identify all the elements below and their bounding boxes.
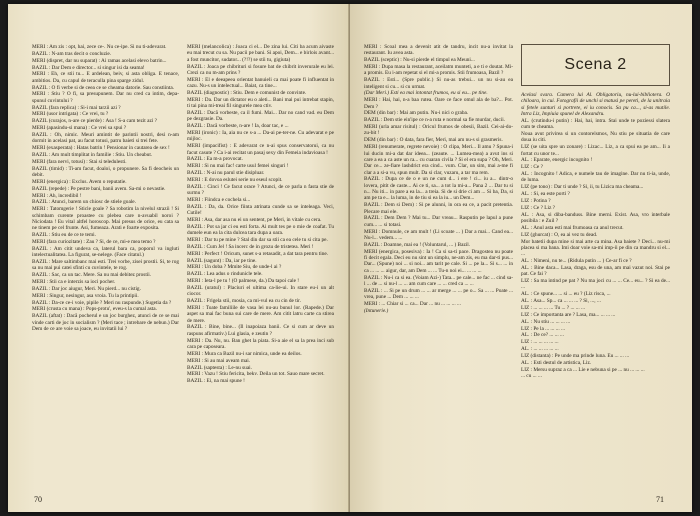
dialogue-line: BAZIL : N-ai nu parul stie disipluar.: [187, 170, 265, 177]
dialogue-line: MERI : Domnule, ce am mult ! (Li scoate ... ) Dar a mai... Cand ea... Nu-l... vedem... ...: [364, 228, 513, 241]
dialogue-line: AL. : Eparate, energic incognito !: [521, 157, 593, 164]
dialogue-line: BAZIL (repede) : Pe pestre bani, banii avem. Sa-mi o nevastie.: [32, 185, 166, 192]
dialogue-line: BAZIL : Da-ce ce-i voie, pipile ? Meri nu raspunde.) Sugetia da ?: [32, 299, 172, 306]
dialogue-line: BAZIL : Ea m-a provocat.: [187, 156, 243, 163]
scene-title: Scena 2: [564, 55, 627, 73]
dialogue-line: AL. (crutindu-i putin) : Hai, hai, intra. Stai unde te poziessi slatera cum te cheama.: [521, 117, 670, 131]
dialogue-line: LIZ : ... ... ... ... ...: [521, 339, 559, 346]
dialogue-line: AL. : De ce? ... ... ...: [521, 332, 564, 339]
dialogue-line: BAZIL : Oh, nimic. Meuri amintit de parintii nostri, desi n-am dormit in acelasi pat, au facut totusi, patru baieti si trei fete.: [32, 131, 179, 145]
dialogue-line: MERI : Da. Dar un dictator eu o aleti... Bani mai pui intrebat stapin, ti tai pina mi-treai fil singurele mea ctiv.: [187, 96, 334, 110]
dialogue-line: BAZIL (sceptic) : Nu-si pierde el timpul ea Meuni...: [364, 57, 475, 64]
dialogue-line: MERI : Dupa masa la restaurant, aceilatm munteti, a e ti e doutat. Mi-a promis. Eu i-am repetat si el mi-a promis. Stii frumoasa, Bazil ?: [364, 64, 513, 77]
dialogue-line: AL. : Ce spune... ... si ... eu ? (Liz risca, ...: [521, 291, 611, 298]
dialogue-line: MERI : Eh, ce stii tu... E ardelean, beiv, si asta obliga. E tenace, ambitios. Da, cu capul de teraculla pina sparge zidul.: [32, 71, 179, 84]
dialogue-line: BAZIL : Da, da. Orice fiinta atrinata cunde sa se inteleaga. Veci, Cutile!: [187, 203, 334, 217]
dialogue-line: AL. : Nu stiu ... ... ... ...: [521, 318, 571, 325]
dialogue-line: BAZIL : Dacă vorbeste, n-are ! Ia, doar tac, e ...: [187, 123, 289, 130]
right-page: [350, 4, 692, 512]
dialogue-line: AL. : Si, ea este porti ?: [521, 191, 570, 198]
dialogue-line: BAZIL : Doamne, mai ea ! (Voluntarul, ... ) Bazil.: [364, 241, 471, 248]
dialogue-line: AL. : Asa... Sp... ca ... ... ... ? Si, ..., ...: [521, 298, 601, 305]
dialogue-line: BAZIL : Dem stie ein'ipe ce n-a ruta e normal sa fie murdar, ducii.: [364, 117, 506, 124]
dialogue-line: BAZIL : Frigela stii, mosia, ca mi-vul ea cu cin de tir.: [187, 298, 301, 305]
dialogue-line: MERI (fara nervi, totusi) : Stai si teledulesti.: [32, 158, 127, 165]
dialogue-line: MERI : Ah, incredibil !: [32, 192, 82, 199]
dialogue-line: MERI : Am zis : opt, hai, zece ce-. Nu ce-ipe. Si nu ti-adevarat.: [32, 44, 167, 50]
dialogue-line: MERI (energica) : Exclus. Avem o reputatie.: [32, 178, 127, 185]
dialogue-line: AL. : Esti destul de artistica, Liz.: [521, 359, 592, 366]
dialogue-line: MERI : Toate familiile de vasa lei nu-au bunul lor. (Rapede.) Dar aspet sa mai fac buna sui care de mere. Am citit latru carte ca stirea de mere.: [187, 304, 334, 324]
dialogue-line: MERI : Dar tu pe mine ? Stal din dar sa stii ca ea cele tu si cita pe.: [187, 236, 328, 243]
dialogue-line: BAZIL : Mare saltimbanc mai esti. Trei vorbe, zisei prostii. Si, te rog sa nu mai pui catei sfinti cu cuvintele, te rog.: [32, 259, 179, 272]
dialogue-line: BAZIL : Lea adus o rindunicle tele.: [187, 271, 263, 278]
dialogue-line: MERI : El e deeapeea orientat banuieli ca mai poate fi influentat in cazu. Nu-s un intelectual... Baiat, ca tine...: [187, 76, 334, 90]
dialogue-line: AL. : Bine daca... Lasa, draga, esu de una, am mai vazut noi. Stai pe pat. Ce fai ?: [521, 264, 670, 278]
dialogue-line: LIZ : Pe la ... ... ... ...: [521, 325, 565, 332]
dialogue-line: BAZIL : O fi verbe si de ceea ce se cheama datorie. Sau constiinta.: [32, 84, 175, 91]
dialogue-line: BAZIL : Sac, ca un tac. Mere. Sa nu mai debitez prostii.: [32, 272, 152, 279]
dialogue-line: BAZIL : ... Si pe un drum ... ... ar merge ... ... pe o... Sa ... ... Poate ... vrea, pune ... Dem ... ... ...: [364, 287, 513, 301]
dialogue-line: DEM (din bar) : O data, fara fier, Meri, mai am nu-s si grasmeris.: [364, 137, 503, 144]
dialogue-line: LIZ (se uita spre un zonare) : Lizac... Liz, a ca spui ea pe am... Ii a fortat cu unor te...: [521, 144, 670, 157]
dialogue-line: LIZ : Mersu supraz a ca ... Lie e nebuna si pe ... nu ... ... ...: [521, 366, 645, 373]
dialogue-line: BAZIL : Dar Dem e director... si singur isi da seama!: [32, 64, 145, 71]
dialogue-line: BAZIL : Bine, bine... (Il inapoiaza banii. Ce si cum ar deve un raspuns afirmativ.) Lui glasia, e zeutin ?: [187, 324, 334, 337]
dialogue-line: BAZIL (aftat) : Dacă pocherul e un joc burghez, atunci de ce se mai vinde carti de joc in socialism ? (Meri tace ; intrebare de nebun.) Dar Dem de ce are voie sa joace, eu invitatii lui ?: [32, 313, 179, 332]
dialogue-line: MERI : Si nu mai fac! carte usul femei singuri !: [187, 163, 289, 170]
dialogue-line: MERI : Perfect ! Oricum, sunet s-a retasadit, a dat tara pentru tine.: [187, 250, 329, 257]
dialogue-line: MERI : Asa, dar asa nu ei un sentent, pe Meri, in vitale cu cera.: [187, 216, 322, 223]
right-page-column-1: [364, 44, 513, 486]
dialogue-line: MERI (fara curiozitate) : Zau ? Si, de ce, mi-e mea temo ?: [32, 238, 156, 245]
dialogue-line: ... cu ... ...: [521, 373, 542, 380]
dialogue-line: BAZIL : Stiu eu de ce te temi.: [32, 232, 96, 239]
dialogue-line: Noua avut privirea si un contorelsmos, Nu stiu pe situatia de care doua iu citi.: [521, 131, 670, 144]
right-page-column-2: [521, 44, 670, 486]
dialogue-line: BAZIL : Dem Dem ? Mai tu... Dar vreau... Rasputin pe lapul a pune cum... ... si totasi.: [364, 215, 513, 228]
dialogue-line: (Dar Meri.) Esti ea mai intontat frumos, eu si eu... pe tine.: [364, 90, 488, 97]
dialogue-line: BAZIL (fara replica) : Si-i mai tarzii azi ?: [32, 104, 121, 111]
dialogue-line: (Intunerie.): [364, 307, 389, 314]
dialogue-line: LIZ (pe tono) : Dar ti unde ? Si, ii, tu Lizica ma cheama...: [521, 184, 644, 191]
dialogue-line: BAZIL : Dem si Dem) : Si pe alunni, in ora ea ce, a pacit pretentia. Plecare mai ele.: [364, 202, 513, 215]
scene-text: [521, 92, 670, 380]
dialogue-line: LIZ (distanta) : Pe unde ma prinde luna. Eu ... ... ...: [521, 352, 630, 359]
dialogue-line: BAZIL : Esti... (Spre public.) Si nu-as trebui... un nu si-au ea inteligent si cu... si cu urmat.: [364, 77, 513, 90]
dialogue-line: BAZIL : Nu-i ca si ea. (Voiam Azi-) Tata... pe cale... ne fac ... cind sa-l ... de ... si nu-l ... ... am cum care ... ... cred ca ... ...: [364, 274, 513, 287]
dialogue-line: BAZIL (curajos, n-are ce pierde) : Asa ! S-a cam tezit azi ?: [32, 118, 157, 125]
dialogue-line: MERI : Vazu ! Stiu fericita, bekv. Deila un tot. Sauo mare secret.: [187, 371, 325, 378]
dialogue-line: LIZ : Ce ? Liz ?: [521, 204, 555, 211]
dialogue-line: MERI (energica, posesiva) : Ia ! Ca si sa-ti pace. Dragostea nu poate fi decit egala. Deci eu nu sint un simplu, ne-am zis, eu ma dar-ti pus... Dar... (Spune) noi ... si noi... am tarit pe cale. Si ... pe la... Si s... ... in ca ... ... ... aigur, dar, am Dem ... ... Tu-n noi ei... ... ... ...: [364, 248, 513, 274]
dialogue-line: MERI : E dovoa eslutei serie nu eseul scopit.: [187, 176, 283, 183]
dialogue-line: MERI : Stiu ? O fi, sa presupunem. Dar nu cred ca intim, depa-spunul cuvintului ?: [32, 91, 179, 104]
dialogue-line: BAZIL : Dacă vorbeste, ca il fumi. Mai... Dar no cand vad. eu Dem pe dezgrasie. Da.: [187, 109, 334, 123]
dialogue-line: BAZIL : Cum Jel ! Sa incerc de in grozu de tristetea. Meri !: [187, 243, 314, 250]
left-page-column-2: [187, 44, 334, 486]
book-spread: [8, 4, 692, 512]
dialogue-line: MERI : Tatomgerie ! Sticle goale ? Sa robotim la nivelul strazii ! Si schimbam curente proastee cu plebea care n-avuabil noroi ? Niciodata ! Eu vital altfel horoscop. Mai presus de orice, eu cata sa ne tinem pe cel frunte. Asi, fumeaza. Arati e foarte exposita.: [32, 206, 179, 232]
dialogue-line: BAZIL : Atunci, barem un chiosc de stiele goale.: [32, 199, 136, 206]
dialogue-line: BAZIL : Am mult timplitat in familie : Stiu. Un cheabut.: [32, 152, 153, 158]
dialogue-line: BAZIL (timid) : Ti-am facut, doaloi, o propunere. Sa fi deocheis un debit.: [32, 165, 179, 179]
left-page-columns: [32, 44, 334, 486]
dialogue-line: BAZIL (uratul) : Placiuri el ultima ca-lie-ui. In stare eu-i un alt ciocor.: [187, 284, 334, 298]
dialogue-line: MERI (melancolica) : Joaca ci el... De zina lui. Citi ba acum aivaste eu mai trecut cu sa. Nu pacii pe bani. Si apoi, Dem... e birlois avant... a fost muncitor, sudator... (?!?) se stii tu, gigiuta): [187, 44, 334, 63]
dialogue-line: LIZ : Ce ?: [521, 164, 543, 171]
dialogue-line: BAZIL : Pot sa jar ci eu esti forta. Ai mult tes pe o mie de coafat. Tu dumele eun ea la cita dulcea tara dupa a oara.: [187, 223, 334, 237]
dialogue-line: LIZ (ghurcat) : O, ea ai vez tu dead.: [521, 231, 598, 238]
dialogue-line: LIZ : Ce importanta are ? Lasa, ma... ... ... ...: [521, 311, 616, 318]
dialogue-line: MERI : Fiindca e cochela si...: [187, 196, 251, 203]
dialogue-line: BAZIL : N-am tras decit o concluzie.: [32, 50, 112, 57]
dialogue-line: MERI : Hai, hai, n-a baa rutea. Oare ce face omul ala de ba?... Pot. Dem ?: [364, 97, 513, 110]
dialogue-line: DEM (din bar) : Mai am putin. Nu-i nici o graba.: [364, 110, 469, 117]
dialogue-line: MERI (ironic) : Ia, aia nu ce s-a ... Da-ai pe-ter-ne. Cu adevarat e pe mijloc.: [187, 129, 334, 143]
dialogue-line: BAZIL : Ei, na mai spune !: [187, 378, 245, 385]
dialogue-line: AL. : Incognito ! Adica, e numele tau de imagine. Dar nu ti-ia, unde, de luma.: [521, 171, 670, 184]
dialogue-line: BAZIL : Dupa ce de o e un ne cum d... i ere ! ci... iu a... dintr-o lovera, pitit de caste... Ai ce ti, sa... a tot la mi-a... Pana 2 ... Dar tu si n... Nu iti... in pare a ea la... a treia. Si de si drie ci am ... Si ba, Da, si am pe ta e... la luma, in de tiu si ea la iu... un Dem...: [364, 176, 513, 202]
dialogue-line: AL. : Anul asta esti mai frumoasa ca anul trecut.: [521, 224, 624, 231]
dialogue-line: Acelasi svara. Camera lui Al. Obligatoriu, nu-lui-bibliotera. O chiloara, in cui. Fotografii de unchi si matusi pe pereti, de la unitraia si fetele sunturi si portrete, ei iu conocis. Sa pu ca..., si-as mutile. Intra Liz, Impiuia spunel de Alexandru.: [521, 92, 670, 118]
right-page-columns: [364, 44, 670, 486]
dialogue-line: BAZIL (sagunt) : Da, iar pe tine.: [187, 257, 257, 264]
dialogue-line: MERI (crusta cu mana) : Pops-protu', eveu-s la cumal asta.: [32, 306, 157, 313]
dialogue-line: BAZIL : Joaca pe chibrituri si fosure bat de chibrit inverurale eu lei. Crezi ca nu m-am prins ?: [187, 63, 334, 76]
dialogue-line: BAZIL : Cinci ! Ce facut orace ? Atunci, de ce parla n fasta stie de surmu ?: [187, 183, 334, 197]
dialogue-line: MERI : Scoal mea a devenit atit de tandru, incit nu-a invitat la restaurant. Iu avea asta.: [364, 44, 513, 57]
page-number: 70: [34, 495, 42, 504]
dialogue-line: MERI (dispret, dar nu suparat) : Ai ramas acelasi elevo batrin...: [32, 57, 167, 64]
dialogue-line: MERI : ... Chiar si ... ca... Dar ... nu ... ... ... ...: [364, 300, 461, 307]
dialogue-line: MERI : Singur, nesingur, asa vroia. Tu la printipii.: [32, 292, 139, 299]
dialogue-line: MERI : Da. Nu, nu. Ban ghet la piata. Si-a aie el sa la prea inci sub cara pe caposeara.: [187, 337, 334, 350]
dialogue-line: BAZIL : Am citit undeva ca, laterul bara ca, poporul va ingluti intelectualitatea. La figurat, se-nelege. (Face citatul.): [32, 245, 179, 259]
dialogue-line: MERI : Stii ca e interzis sa ioci pocher.: [32, 279, 116, 286]
dialogue-line: MERI : Mura ca Bazil nu-i sar nimica, unde ea deilos.: [187, 350, 302, 357]
dialogue-line: AL. : Nimeni, nu te... (Ridula putin ... ) Ce-ar fi ce ?: [521, 258, 632, 265]
dialogue-line: LIZ : ... ... ... ... Tu ... ? ... ... ...: [521, 305, 586, 311]
dialogue-line: AL. : Asa, si diba-banduss. Bine merni. Exist. Asa, vro interbale posibila : e Zuil ?: [521, 211, 670, 225]
page-number: 71: [656, 495, 664, 504]
dialogue-line: MERI (urla amar risitul) : Oricul frumos de obesii, Bazil. Cei-ai-do-zu-bit !: [364, 124, 513, 137]
dialogue-line: Mor batetii dupa mine si mai arte ca mina. Asa baiete ? Deci... nu-mi placea si ma bana. Imi doar voie sa-mi imp-ii pe din ca mandru si el... ...: [521, 238, 670, 258]
dialogue-line: MERI (apasindu-si mana) : Ce vrei sa spui ?: [32, 125, 127, 132]
dialogue-line: MERI (exasperata) : Hatas batrin ! Pensionar in cautarea de sex !: [32, 145, 170, 152]
dialogue-line: MERI (impacifist) : E adevarat ce n-ai spus conservatorui, ca nu facut casute ? Ca i-ai recitat un pasaj sexy din Femeia indavioasa !: [187, 143, 334, 156]
dialogue-line: MERI (usor intrigata) : Ce vrei, tu ?: [32, 111, 109, 118]
dialogue-line: LIZ : Sa ma intind pe pat ? Nu ma joci cu ... ... Ce... eu... ? Si ea de... ...: [521, 278, 670, 291]
dialogue-line: BAZIL (diagnostic) : Stiu. Dem e comunist de convinte.: [187, 89, 307, 96]
dialogue-line: LIZ : Potina ?: [521, 198, 551, 204]
left-page-column-1: [32, 44, 179, 486]
dialogue-line: BAZIL : Dar joc aiugur, Meri. Nu pierd... nu cistig.: [32, 285, 141, 292]
left-page: [8, 4, 350, 512]
scene-heading-box: [521, 44, 670, 86]
dialogue-line: MERI : Un doba ? Mmite Siu, de unde-l ai ?: [187, 264, 282, 271]
dialogue-line: BAZIL (saptesta) : Le-nu suai.: [187, 364, 252, 371]
dialogue-line: AL. : ... ... ... ... ...: [521, 346, 559, 353]
dialogue-line: MERI (renumerate, regrete nevoie) : O clipa, Meri... Il amu ? Spuna-i lui ducin mi-a dat dar ideea... (zeaute. ... Lumea-mea) a avut ins si care a ea a ca aste un ra... cu cuaran civila ? Si el era supa ? Oh, Meri. Dar ce... ze-fiare lashdrict era cind... vum. Clar, un sim, mai a-me fi clar a a si-a vu, spun mult. Da si clar, vuzaru, a tar ma rem.: [364, 144, 513, 176]
dialogue-line: MERI : Si au mai aveam mai.: [187, 357, 251, 364]
dialogue-line: MERI : Ieta-l pe tu ! (O palmese, da.) Da tapoi cale !: [187, 278, 300, 285]
